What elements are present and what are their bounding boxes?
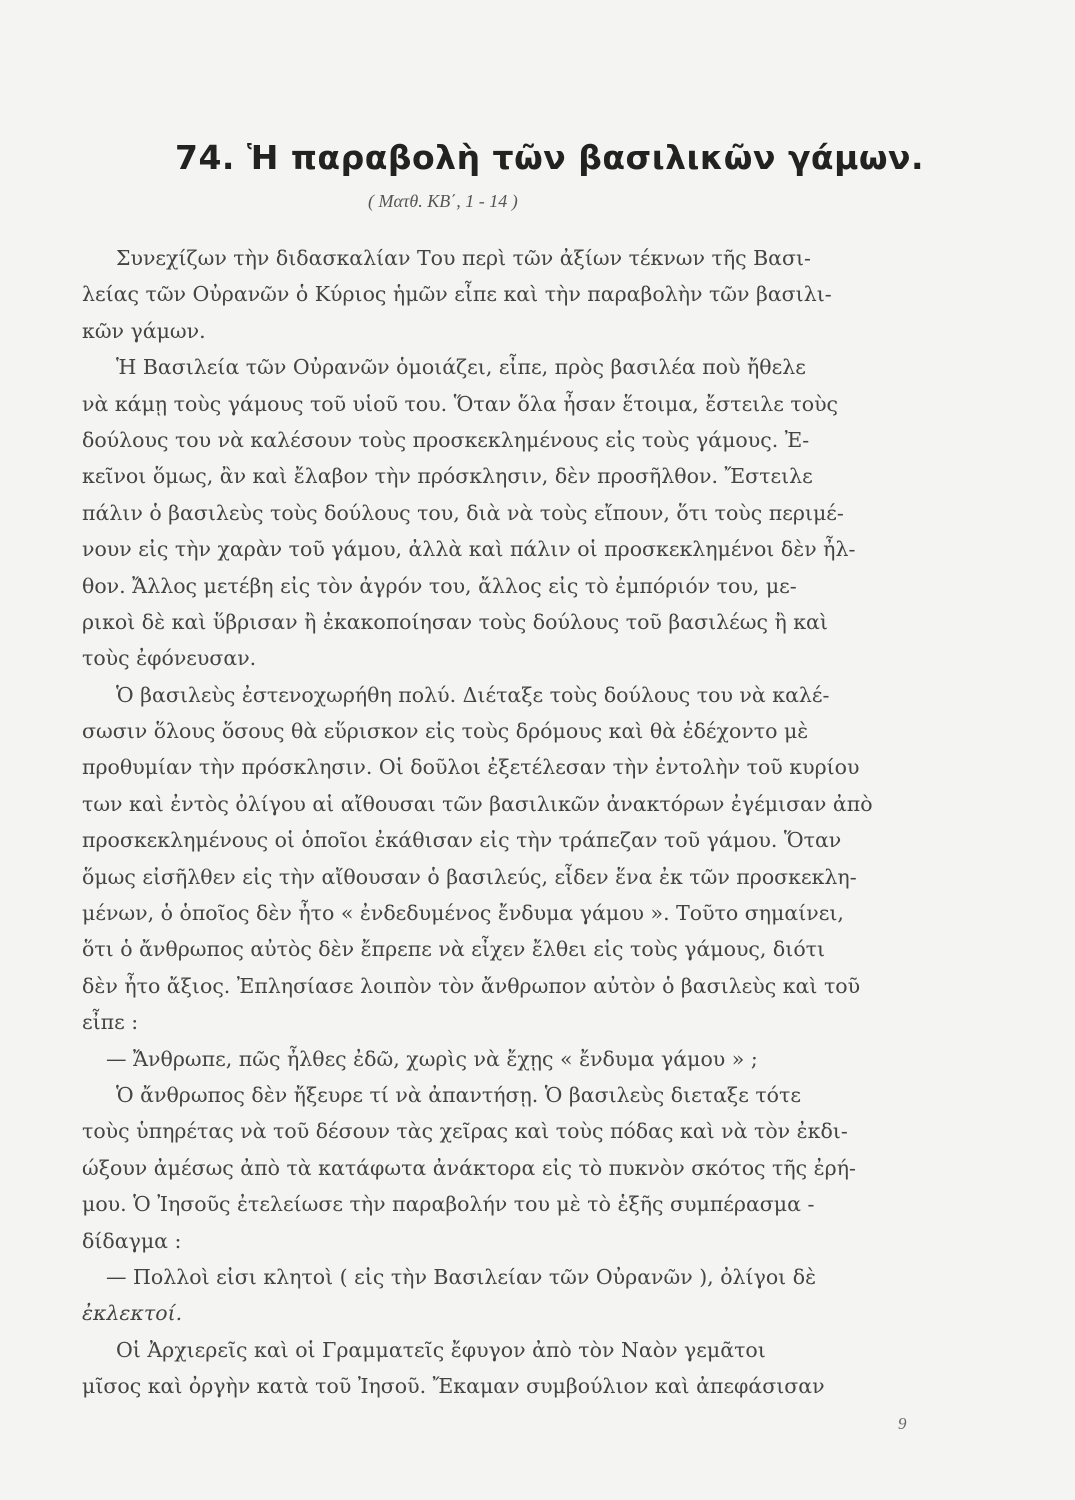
text-line: προθυμίαν τὴν πρόσκλησιν. Οἱ δοῦλοι ἐξετέλεσαν τὴν ἐντολὴν τοῦ κυρίου — [82, 755, 860, 780]
chapter-title: 74. Ἡ παραβολὴ τῶν βασιλικῶν γάμων. — [175, 138, 925, 177]
text-line: ἐκλεκτοί. — [82, 1301, 183, 1326]
text-line: Ἡ Βασιλεία τῶν Οὐρανῶν ὁμοιάζει, εἶπε, πρὸς βασιλέα ποὺ ἤθελε — [116, 355, 806, 380]
text-line: νὰ κάμῃ τοὺς γάμους τοῦ υἱοῦ του. Ὅταν ὅλα ἦσαν ἕτοιμα, ἔστειλε τοὺς — [82, 391, 839, 416]
text-line: ὅμως εἰσῆλθεν εἰς τὴν αἴθουσαν ὁ βασιλεύς, εἶδεν ἕνα ἐκ τῶν προσκεκλη- — [82, 864, 857, 889]
text-line: ώξουν ἀμέσως ἀπὸ τὰ κατάφωτα ἀνάκτορα εἰς τὸ πυκνὸν σκότος τῆς ἐρή- — [82, 1155, 856, 1180]
text-line: κῶν γάμων. — [82, 318, 206, 343]
text-line: προσκεκλημένους οἱ ὁποῖοι ἐκάθισαν εἰς τὴν τράπεζαν τοῦ γάμου. Ὅταν — [82, 828, 842, 853]
text-line: εἶπε : — [82, 1010, 139, 1035]
text-line: — Ἄνθρωπε, πῶς ἦλθες ἐδῶ, χωρὶς νὰ ἔχῃς « ἔνδυμα γάμου » ; — [106, 1046, 758, 1071]
text-line: νουν εἰς τὴν χαρὰν τοῦ γάμου, ἀλλὰ καὶ πάλιν οἱ προσκεκλημένοι δὲν ἦλ- — [82, 537, 856, 562]
text-line: λείας τῶν Οὐρανῶν ὁ Κύριος ἡμῶν εἶπε καὶ τὴν παραβολὴν τῶν βασιλι- — [82, 282, 832, 307]
text-line: δούλους του νὰ καλέσουν τοὺς προσκεκλημένους εἰς τοὺς γάμους. Ἐ- — [82, 427, 810, 452]
text-line: ὅτι ὁ ἄνθρωπος αὐτὸς δὲν ἔπρεπε νὰ εἶχεν ἔλθει εἰς τοὺς γάμους, διότι — [82, 937, 826, 962]
text-line: σωσιν ὅλους ὅσους θὰ εὕρισκον εἰς τοὺς δρόμους καὶ θὰ ἐδέχοντο μὲ — [82, 719, 809, 744]
text-line: δίδαγμα : — [82, 1228, 182, 1253]
text-line: Ὁ βασιλεὺς ἐστενοχωρήθη πολύ. Διέταξε τοὺς δούλους του νὰ καλέ- — [116, 682, 830, 707]
scripture-reference: ( Ματθ. ΚΒ΄, 1 - 14 ) — [368, 191, 518, 211]
text-line: πάλιν ὁ βασιλεὺς τοὺς δούλους του, διὰ νὰ τοὺς εἴπουν, ὅτι τοὺς περιμέ- — [82, 500, 844, 525]
page-number: 9 — [898, 1414, 907, 1433]
text-line: μου. Ὁ Ἰησοῦς ἐτελείωσε τὴν παραβολήν του μὲ τὸ ἑξῆς συμπέρασμα - — [82, 1192, 815, 1217]
text-line: τοὺς ὑπηρέτας νὰ τοῦ δέσουν τὰς χεῖρας καὶ τοὺς πόδας καὶ νὰ τὸν ἐκδι- — [82, 1119, 848, 1144]
text-line: των καὶ ἐντὸς ὀλίγου αἱ αἴθουσαι τῶν βασιλικῶν ἀνακτόρων ἐγέμισαν ἀπὸ — [82, 791, 873, 816]
text-line: μῖσος καὶ ὀργὴν κατὰ τοῦ Ἰησοῦ. Ἔκαμαν συμβούλιον καὶ ἀπεφάσισαν — [82, 1374, 825, 1399]
body-text — [82, 240, 908, 1405]
text-line: μένων, ὁ ὁποῖος δὲν ἦτο « ἐνδεδυμένος ἔνδυμα γάμου ». Τοῦτο σημαίνει, — [82, 901, 844, 926]
text-line: δὲν ἦτο ἄξιος. Ἐπλησίασε λοιπὸν τὸν ἄνθρωπον αὐτὸν ὁ βασιλεὺς καὶ τοῦ — [82, 973, 861, 998]
text-line: Συνεχίζων τὴν διδασκαλίαν Του περὶ τῶν ἀξίων τέκνων τῆς Βασι- — [116, 246, 811, 270]
text-line: Ὁ ἄνθρωπος δὲν ἤξευρε τί νὰ ἀπαντήσῃ. Ὁ βασιλεὺς διεταξε τότε — [116, 1082, 801, 1107]
text-line: κεῖνοι ὅμως, ἂν καὶ ἔλαβον τὴν πρόσκλησιν, δὲν προσῆλθον. Ἔστειλε — [82, 464, 813, 489]
text-line: τοὺς ἐφόνευσαν. — [82, 646, 257, 671]
text-line: ρικοὶ δὲ καὶ ὕβρισαν ἢ ἐκακοποίησαν τοὺς δούλους τοῦ βασιλέως ἢ καὶ — [82, 609, 828, 634]
text-line: θον. Ἄλλος μετέβη εἰς τὸν ἀγρόν του, ἄλλος εἰς τὸ ἐμπόριόν του, με- — [82, 573, 797, 598]
text-line: Οἱ Ἀρχιερεῖς καὶ οἱ Γραμματεῖς ἔφυγον ἀπὸ τὸν Ναὸν γεμᾶτοι — [116, 1337, 766, 1362]
text-line: — Πολλοὶ εἰσι κλητοὶ ( εἰς τὴν Βασιλείαν τῶν Οὐρανῶν ), ὀλίγοι δὲ — [106, 1264, 817, 1289]
